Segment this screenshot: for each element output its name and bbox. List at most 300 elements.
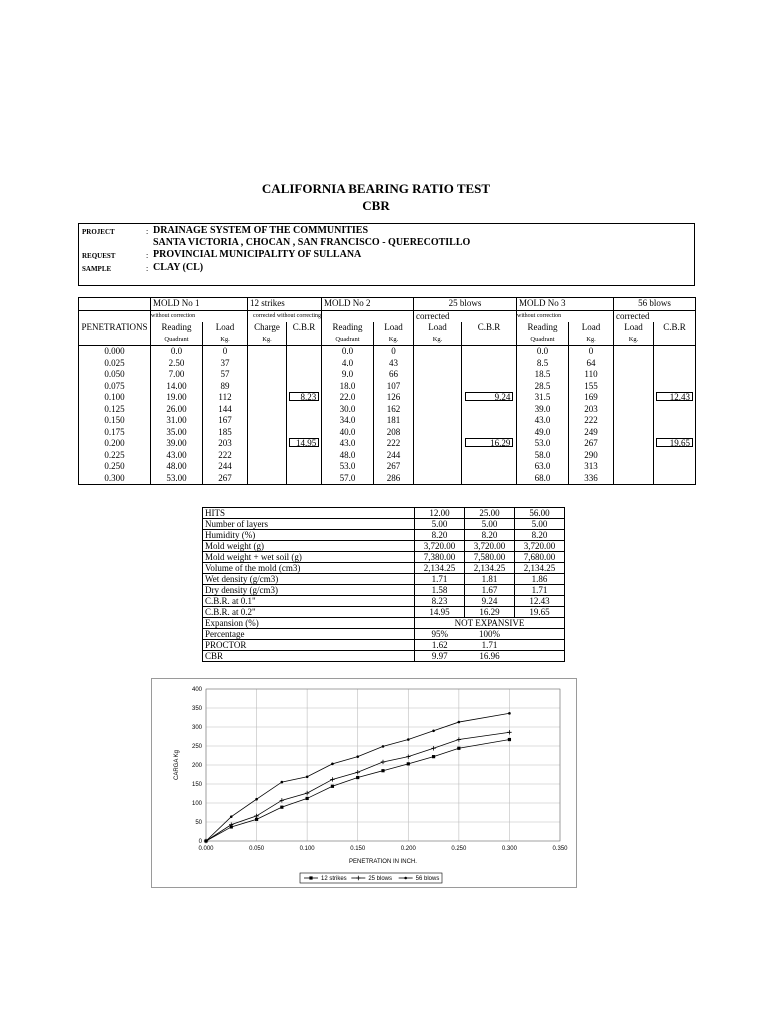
summary-value: 3,720.00	[415, 541, 465, 552]
mold3-load: 64	[569, 358, 614, 370]
summary-label: Wet density (g/cm3)	[203, 574, 415, 585]
mold1-load: 112	[203, 392, 248, 404]
pen-value: 0.175	[79, 427, 151, 439]
summary-label: Number of layers	[203, 519, 415, 530]
mold3-reading: 31.5	[517, 392, 569, 404]
mold3-load-corrected	[614, 473, 654, 485]
summary-value: 12.00	[415, 508, 465, 519]
mold2-cbr	[462, 358, 517, 370]
proctor-label: PROCTOR	[203, 640, 415, 651]
page-title: CALIFORNIA BEARING RATIO TEST	[261, 181, 491, 196]
mold2-load: 107	[374, 381, 414, 393]
mold2-load-corrected	[414, 450, 462, 462]
data-point-plus	[381, 760, 385, 764]
mold3-reading: 18.5	[517, 369, 569, 381]
mold1-charge	[248, 404, 287, 416]
summary-value: 25.00	[465, 508, 515, 519]
x-tick-label: 0.000	[198, 846, 214, 852]
summary-value: 7,680.00	[515, 552, 565, 563]
expansion-label: Expansion (%)	[203, 618, 415, 629]
mold2-load: 43	[374, 358, 414, 370]
mold2-reading: 34.0	[322, 415, 374, 427]
x-tick-label: 0.100	[299, 846, 315, 852]
mold3-corrected: corrected	[614, 310, 696, 322]
summary-row	[203, 629, 565, 640]
empty-cell	[515, 640, 565, 651]
mold3-reading: 8.5	[517, 358, 569, 370]
mold2-load: 267	[374, 461, 414, 473]
mold1-load: 144	[203, 404, 248, 416]
x-tick-label: 0.250	[451, 846, 467, 852]
legend-label: 56 blows	[415, 876, 440, 882]
mold1-charge	[248, 346, 287, 358]
data-point-square	[381, 769, 384, 772]
summary-row	[203, 519, 565, 530]
mold1-charge	[248, 415, 287, 427]
mold1-charge	[248, 427, 287, 439]
data-point-square	[306, 797, 309, 800]
mold3-blows: 56 blows	[614, 298, 696, 311]
kg-unit: Kg.	[569, 334, 614, 346]
table-row	[79, 473, 696, 485]
mold1-charge	[248, 450, 287, 462]
colon: :	[146, 264, 149, 273]
mold3-load: 313	[569, 461, 614, 473]
mold3-load: 267	[569, 438, 614, 450]
mold1-load: 222	[203, 450, 248, 462]
mold1-cbr	[287, 369, 322, 381]
mold3-cbr	[654, 358, 696, 370]
mold1-load: 185	[203, 427, 248, 439]
mold3-load-corrected	[614, 369, 654, 381]
table-row	[79, 461, 696, 473]
summary-value: 2,134.25	[415, 563, 465, 574]
mold2-blows: 25 blows	[414, 298, 517, 311]
data-point-square	[432, 755, 435, 758]
summary-label: Humidity (%)	[203, 530, 415, 541]
mold3-cbr	[654, 369, 696, 381]
data-point-dot	[205, 840, 208, 843]
data-point-dot	[255, 798, 258, 801]
y-tick-label: 150	[191, 782, 202, 788]
mold2-cbr	[462, 450, 517, 462]
summary-value: 5.00	[515, 519, 565, 530]
data-point-square	[457, 747, 460, 750]
table-row	[79, 346, 696, 358]
summary-value: 1.58	[415, 585, 465, 596]
mold2-load: 66	[374, 369, 414, 381]
cbr-result-box: 9.24	[465, 392, 514, 401]
data-point-square	[356, 776, 359, 779]
summary-label: Mold weight (g)	[203, 541, 415, 552]
mold1-without-correction: without correction	[151, 310, 248, 322]
summary-value: 7,380.00	[415, 552, 465, 563]
mold3-load: 0	[569, 346, 614, 358]
reading-header: Reading	[322, 322, 374, 334]
mold3-load: 249	[569, 427, 614, 439]
mold1-blows: 12 strikes	[248, 298, 322, 311]
mold2-load-corrected	[414, 473, 462, 485]
data-point-plus	[431, 746, 435, 750]
y-axis-label: CARGA Kg	[174, 749, 180, 781]
load-header: Load	[374, 322, 414, 334]
request-value: PROVINCIAL MUNICIPALITY OF SULLANA	[153, 249, 362, 260]
data-point-plus	[406, 754, 410, 758]
y-tick-label: 400	[191, 687, 202, 693]
mold3-load-corrected	[614, 358, 654, 370]
mold3-load: 155	[569, 381, 614, 393]
mold2-load: 286	[374, 473, 414, 485]
mold3-cbr	[654, 473, 696, 485]
y-tick-label: 250	[191, 744, 202, 750]
percentage-label: Percentage	[203, 629, 415, 640]
mold2-load-corrected	[414, 438, 462, 450]
charge-header: Charge	[248, 322, 287, 334]
table-row	[79, 392, 696, 404]
mold3-load-corrected	[614, 438, 654, 450]
quadrant-unit: Quadrant	[517, 334, 569, 346]
mold1-load: 37	[203, 358, 248, 370]
cbr-value: 9.97	[415, 651, 465, 662]
proctor-value: 1.62	[415, 640, 465, 651]
data-point-dot	[331, 763, 334, 766]
mold1-charge	[248, 392, 287, 404]
mold2-load: 181	[374, 415, 414, 427]
data-point-square	[280, 806, 283, 809]
mold3-reading: 28.5	[517, 381, 569, 393]
mold2-cbr	[462, 392, 517, 404]
cbr-header: C.B.R	[287, 322, 322, 334]
pen-value: 0.125	[79, 404, 151, 416]
cbr-label: CBR	[203, 651, 415, 662]
sample-value: CLAY (CL)	[153, 262, 204, 273]
data-point-square	[255, 818, 258, 821]
cbr-value: 16.96	[465, 651, 515, 662]
kg-unit: Kg.	[614, 334, 654, 346]
data-point-dot	[432, 730, 435, 733]
mold1-charge	[248, 381, 287, 393]
colon: :	[146, 227, 149, 236]
pen-value: 0.100	[79, 392, 151, 404]
summary-row	[203, 585, 565, 596]
mold3-load-corrected	[614, 392, 654, 404]
load-header: Load	[203, 322, 248, 334]
mold1-reading: 14.00	[151, 381, 203, 393]
sample-label: SAMPLE	[82, 265, 112, 273]
summary-value: 2,134.25	[465, 563, 515, 574]
mold1-reading: 26.00	[151, 404, 203, 416]
mold3-load: 203	[569, 404, 614, 416]
x-tick-label: 0.050	[249, 846, 265, 852]
summary-value: 8.20	[515, 530, 565, 541]
table-row	[79, 415, 696, 427]
summary-row	[203, 508, 565, 519]
data-point-plus	[457, 737, 461, 741]
data-point-square	[508, 738, 511, 741]
cbr-result-box: 14.95	[289, 438, 320, 447]
load-header: Load	[569, 322, 614, 334]
empty-cell	[515, 651, 565, 662]
table-row	[79, 381, 696, 393]
mold1-reading: 48.00	[151, 461, 203, 473]
mold2-reading: 43.0	[322, 438, 374, 450]
project-info-box	[78, 223, 695, 286]
summary-value: 5.00	[465, 519, 515, 530]
mold2-cbr	[462, 404, 517, 416]
table-row	[79, 438, 696, 450]
legend-label: 12 strikes	[321, 876, 347, 882]
data-point-plus	[330, 777, 334, 781]
kg-unit: Kg.	[203, 334, 248, 346]
mold1-cbr	[287, 358, 322, 370]
x-tick-label: 0.300	[501, 846, 517, 852]
table-row	[79, 404, 696, 416]
mold3-load-corrected	[614, 381, 654, 393]
mold2-reading: 22.0	[322, 392, 374, 404]
mold3-load-corrected	[614, 415, 654, 427]
table-row	[79, 369, 696, 381]
mold2-reading: 18.0	[322, 381, 374, 393]
data-point-plus	[507, 730, 511, 734]
summary-value: 1.67	[465, 585, 515, 596]
summary-label: Mold weight + wet soil (g)	[203, 552, 415, 563]
mold2-cbr	[462, 346, 517, 358]
summary-row	[203, 640, 565, 651]
summary-row	[203, 651, 565, 662]
page-subtitle: CBR	[362, 198, 390, 213]
summary-value: 7,580.00	[465, 552, 515, 563]
mold2-reading: 57.0	[322, 473, 374, 485]
data-point-square	[331, 785, 334, 788]
quadrant-unit: Quadrant	[322, 334, 374, 346]
mold3-load: 110	[569, 369, 614, 381]
x-tick-label: 0.350	[552, 846, 568, 852]
mold3-reading: 39.0	[517, 404, 569, 416]
mold1-charge	[248, 358, 287, 370]
request-label: REQUEST	[82, 252, 116, 260]
summary-value: 8.20	[465, 530, 515, 541]
mold3-load: 169	[569, 392, 614, 404]
colon: :	[146, 251, 149, 260]
data-point-plus	[356, 770, 360, 774]
x-tick-label: 0.200	[400, 846, 416, 852]
mold2-cbr	[462, 473, 517, 485]
mold1-reading: 0.0	[151, 346, 203, 358]
mold2-reading: 48.0	[322, 450, 374, 462]
pen-value: 0.250	[79, 461, 151, 473]
mold3-cbr	[654, 404, 696, 416]
data-point-plus	[305, 791, 309, 795]
mold2-reading: 0.0	[322, 346, 374, 358]
summary-value: 1.71	[515, 585, 565, 596]
summary-row	[203, 618, 565, 629]
mold1-reading: 39.00	[151, 438, 203, 450]
data-point-dot	[356, 755, 359, 758]
mold3-cbr	[654, 427, 696, 439]
pen-value: 0.225	[79, 450, 151, 462]
mold1-label: MOLD No 1	[151, 298, 248, 311]
summary-value: 5.00	[415, 519, 465, 530]
mold2-cbr	[462, 415, 517, 427]
mold1-charge	[248, 369, 287, 381]
legend-label: 25 blows	[368, 876, 393, 882]
pen-value: 0.050	[79, 369, 151, 381]
pen-value: 0.025	[79, 358, 151, 370]
project-value-line2: SANTA VICTORIA , CHOCAN , SAN FRANCISCO - QUERECOTILLO	[153, 237, 471, 248]
mold2-corrected: corrected	[414, 310, 517, 322]
summary-row	[203, 563, 565, 574]
load-penetration-chart	[151, 678, 577, 888]
mold3-reading: 68.0	[517, 473, 569, 485]
table-row	[79, 427, 696, 439]
mold3-reading: 58.0	[517, 450, 569, 462]
cbr-header: C.B.R	[654, 322, 696, 334]
summary-value: 8.20	[415, 530, 465, 541]
mold1-cbr	[287, 450, 322, 462]
mold1-cbr	[287, 404, 322, 416]
cbr-result-box: 19.65	[656, 438, 693, 447]
y-tick-label: 0	[198, 839, 202, 845]
data-point-dot	[230, 815, 233, 818]
mold2-cbr	[462, 461, 517, 473]
summary-value: 3,720.00	[465, 541, 515, 552]
mold1-cbr	[287, 461, 322, 473]
mold2-load-corrected	[414, 415, 462, 427]
mold3-reading: 53.0	[517, 438, 569, 450]
mold1-cbr	[287, 381, 322, 393]
summary-value: 56.00	[515, 508, 565, 519]
mold2-reading: 40.0	[322, 427, 374, 439]
cbr-result-box: 8.23	[289, 392, 320, 401]
mold2-load-corrected	[414, 404, 462, 416]
mold3-cbr	[654, 415, 696, 427]
mold1-load: 167	[203, 415, 248, 427]
summary-row	[203, 530, 565, 541]
data-point-dot	[458, 721, 461, 724]
summary-value: 1.86	[515, 574, 565, 585]
mold1-load: 89	[203, 381, 248, 393]
mold1-charge	[248, 461, 287, 473]
cbr-header: C.B.R	[462, 322, 517, 334]
mold3-load-corrected	[614, 427, 654, 439]
mold2-load-corrected	[414, 346, 462, 358]
y-tick-label: 350	[191, 706, 202, 712]
mold3-without-correction: without correction	[517, 310, 614, 322]
mold3-reading: 49.0	[517, 427, 569, 439]
data-point-square	[407, 762, 410, 765]
mold1-reading: 7.00	[151, 369, 203, 381]
x-axis-label: PENETRATION IN INCH.	[349, 859, 417, 865]
mold2-load-corrected	[414, 392, 462, 404]
summary-row	[203, 541, 565, 552]
mold3-cbr	[654, 381, 696, 393]
mold2-reading: 30.0	[322, 404, 374, 416]
mold2-load-corrected	[414, 381, 462, 393]
mold3-cbr	[654, 438, 696, 450]
mold1-charge	[248, 438, 287, 450]
kg-unit: Kg.	[374, 334, 414, 346]
pen-value: 0.000	[79, 346, 151, 358]
mold1-load: 244	[203, 461, 248, 473]
mold1-cbr	[287, 473, 322, 485]
mold2-reading: 53.0	[322, 461, 374, 473]
data-point-dot	[508, 712, 511, 715]
summary-label: HITS	[203, 508, 415, 519]
mold1-load: 57	[203, 369, 248, 381]
summary-value: 14.95	[415, 607, 465, 618]
mold1-corrected: corrected without correcting	[248, 310, 322, 322]
mold2-load: 162	[374, 404, 414, 416]
reading-header: Reading	[517, 322, 569, 334]
reading-header: Reading	[151, 322, 203, 334]
mold3-load: 222	[569, 415, 614, 427]
mold3-cbr	[654, 461, 696, 473]
pen-value: 0.300	[79, 473, 151, 485]
summary-value: 12.43	[515, 596, 565, 607]
mold1-reading: 43.00	[151, 450, 203, 462]
mold2-cbr	[462, 427, 517, 439]
pen-value: 0.150	[79, 415, 151, 427]
y-tick-label: 100	[191, 801, 202, 807]
mold1-cbr	[287, 427, 322, 439]
cbr-result-box: 16.29	[465, 438, 514, 447]
mold1-charge	[248, 473, 287, 485]
summary-label: Dry density (g/cm3)	[203, 585, 415, 596]
mold1-cbr	[287, 415, 322, 427]
mold1-reading: 53.00	[151, 473, 203, 485]
mold3-load: 290	[569, 450, 614, 462]
summary-row	[203, 574, 565, 585]
summary-value: 1.71	[415, 574, 465, 585]
table-row	[79, 450, 696, 462]
legend-marker-dot	[404, 877, 407, 880]
mold3-cbr	[654, 346, 696, 358]
mold2-load: 208	[374, 427, 414, 439]
summary-row	[203, 596, 565, 607]
summary-value: 3,720.00	[515, 541, 565, 552]
mold1-reading: 35.00	[151, 427, 203, 439]
mold2-load-corrected	[414, 427, 462, 439]
y-tick-label: 300	[191, 725, 202, 731]
mold2-load: 0	[374, 346, 414, 358]
summary-table	[202, 507, 565, 662]
mold1-reading: 19.00	[151, 392, 203, 404]
legend-marker-square	[309, 876, 312, 879]
chart-svg	[152, 679, 576, 887]
summary-row	[203, 607, 565, 618]
mold1-cbr	[287, 346, 322, 358]
percentage-value: 100%	[465, 629, 515, 640]
mold2-load-corrected	[414, 461, 462, 473]
summary-label: C.B.R. at 0.1"	[203, 596, 415, 607]
mold3-reading: 0.0	[517, 346, 569, 358]
summary-row	[203, 552, 565, 563]
data-point-plus	[254, 814, 258, 818]
mold1-reading: 31.00	[151, 415, 203, 427]
mold2-cbr	[462, 369, 517, 381]
mold1-cbr	[287, 392, 322, 404]
y-tick-label: 50	[195, 820, 202, 826]
mold2-cbr	[462, 381, 517, 393]
cbr-result-box: 12.43	[656, 392, 693, 401]
mold2-reading: 9.0	[322, 369, 374, 381]
data-point-plus	[280, 798, 284, 802]
summary-label: C.B.R. at 0.2"	[203, 607, 415, 618]
data-point-dot	[281, 781, 284, 784]
mold1-load: 203	[203, 438, 248, 450]
quadrant-unit: Quadrant	[151, 334, 203, 346]
mold3-load-corrected	[614, 461, 654, 473]
